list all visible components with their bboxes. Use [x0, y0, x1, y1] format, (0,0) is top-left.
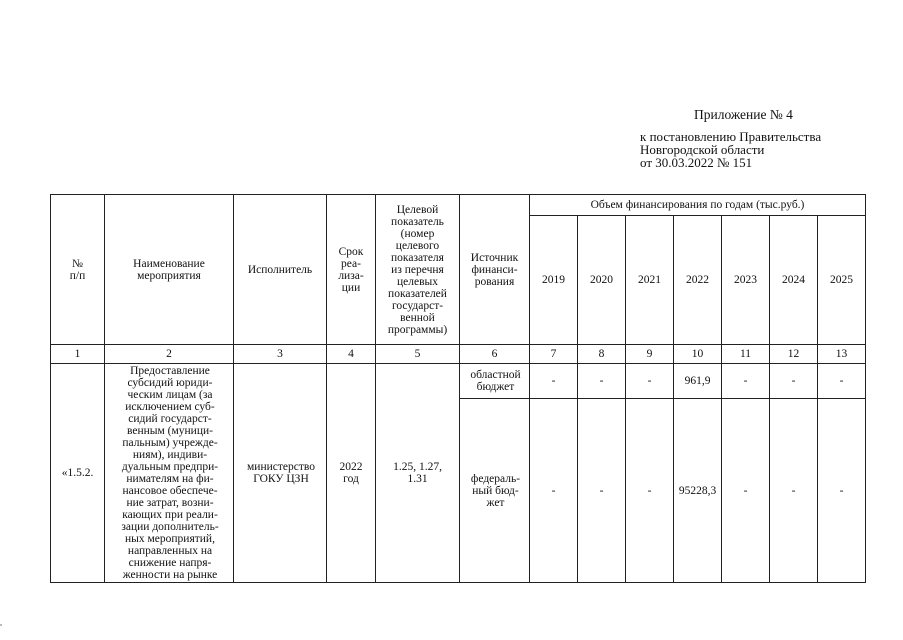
funding-value: -: [578, 399, 626, 583]
appendix-title: Приложение № 4: [694, 107, 793, 122]
funding-source: федераль- ный бюд- жет: [460, 399, 530, 583]
funding-value: 961,9: [674, 364, 722, 399]
column-number: 12: [770, 345, 818, 364]
col-header-year: 2023: [722, 216, 770, 345]
document-header: [640, 108, 880, 169]
table-row: [51, 364, 866, 399]
col-header-executor: Исполнитель: [234, 195, 327, 345]
funding-value: -: [626, 399, 674, 583]
col-header-name: Наименование мероприятия: [105, 195, 234, 345]
col-header-year: 2022: [674, 216, 722, 345]
col-header-year: 2019: [530, 216, 578, 345]
column-number: 5: [376, 345, 460, 364]
column-number: 11: [722, 345, 770, 364]
row-number: «1.5.2.: [51, 364, 105, 583]
col-header-year: 2020: [578, 216, 626, 345]
target-indicators: 1.25, 1.27, 1.31: [376, 364, 460, 583]
column-number-row: [51, 345, 866, 364]
header-line: от 30.03.2022 № 151: [640, 155, 753, 170]
executor: министерство ГОКУ ЦЗН: [234, 364, 327, 583]
funding-value: -: [770, 399, 818, 583]
funding-value: 95228,3: [674, 399, 722, 583]
col-header-source: Источник финанси- рования: [460, 195, 530, 345]
term: 2022 год: [327, 364, 376, 583]
col-header-funding-group: Объем финансирования по годам (тыс.руб.): [530, 195, 866, 216]
header-line: к постановлению Правительства: [640, 129, 822, 144]
column-number: 13: [818, 345, 866, 364]
funding-value: -: [530, 364, 578, 399]
funding-source: областной бюджет: [460, 364, 530, 399]
column-number: 8: [578, 345, 626, 364]
funding-value: -: [530, 399, 578, 583]
col-header-year: 2021: [626, 216, 674, 345]
column-number: 10: [674, 345, 722, 364]
column-number: 7: [530, 345, 578, 364]
column-number: 3: [234, 345, 327, 364]
funding-value: -: [722, 399, 770, 583]
col-header-year: 2025: [818, 216, 866, 345]
funding-value: -: [818, 364, 866, 399]
column-number: 6: [460, 345, 530, 364]
funding-table: [50, 194, 866, 583]
funding-value: -: [770, 364, 818, 399]
column-number: 9: [626, 345, 674, 364]
scan-artifact: [0, 624, 2, 626]
funding-value: -: [578, 364, 626, 399]
column-number: 2: [105, 345, 234, 364]
column-number: 1: [51, 345, 105, 364]
measure-name: Предоставление субсидий юриди- ческим лицам (за исключением суб- сидий государст- венным (муници- пальным) учрежде- ниям), индиви- дуальным предпри- нимателям на фи- нансовое обеспече- ние затрат, возни- кающих при реали- зации дополнитель- ных мероприятий, направленных на снижение напря- женности на рынке: [105, 364, 234, 583]
funding-value: -: [818, 399, 866, 583]
header-line: Новгородской области: [640, 142, 765, 157]
column-number: 4: [327, 345, 376, 364]
col-header-target: Целевой показатель (номер целевого показателя из перечня целевых показателей государст- венной программы): [376, 195, 460, 345]
col-header-year: 2024: [770, 216, 818, 345]
funding-value: -: [626, 364, 674, 399]
funding-value: -: [722, 364, 770, 399]
col-header-term: Срок реа- лиза- ции: [327, 195, 376, 345]
col-header-num: № п/п: [51, 195, 105, 345]
